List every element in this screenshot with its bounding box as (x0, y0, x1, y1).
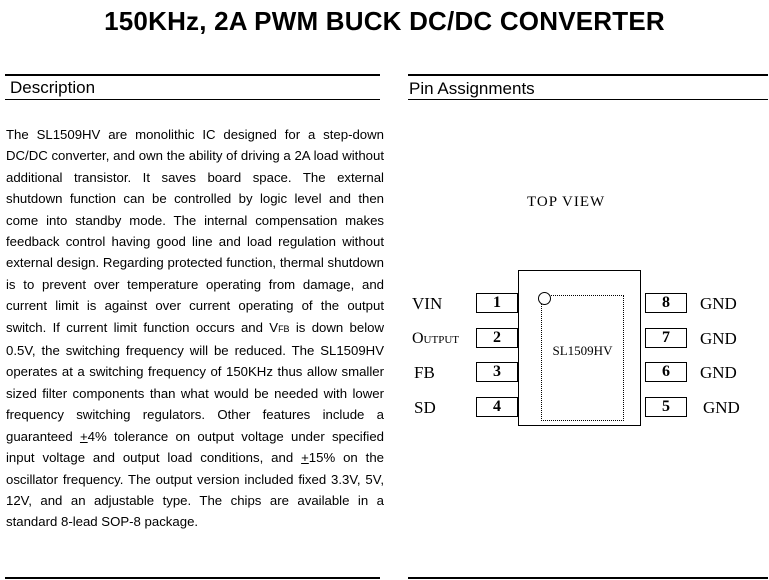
pins-bottom-rule (408, 99, 768, 100)
pin-box-5: 5 (645, 397, 687, 417)
pin-box-4: 4 (476, 397, 518, 417)
top-view-label: TOP VIEW (527, 194, 606, 210)
pin-name-right-7: GND (700, 329, 737, 348)
description-text-a: The SL1509HV are monolithic IC designed for a step-down DC/DC converter, and own the ability of driving a 2A load without additional transistor. It saves board space. The external shutdown function can be controlled by logic level and then come into standby mode. The internal compensation makes feedback control having good line and load regulation without external design. Regarding protected function, thermal shutdown is to prevent over temperature operating from damage, and current limit is against over current operating of the output switch. If current limit function occurs and V (6, 127, 384, 335)
document-title: 150KHz, 2A PWM BUCK DC/DC CONVERTER (104, 6, 665, 36)
plus-minus-sign-2: + (301, 450, 309, 466)
pin-name-left-1: VIN (412, 294, 443, 313)
pin-box-1: 1 (476, 293, 518, 313)
description-text-d: 15% on the oscillator frequency. The output version included fixed 3.3V, 5V, 12V, and an adjustable type. The chips are available in a standard 8-lead SOP-8 package. (6, 450, 384, 530)
description-footer-rule (5, 577, 380, 579)
pin-name-right-5: GND (703, 398, 740, 417)
vfb-subscript: FB (278, 323, 290, 334)
description-text-c: 4% tolerance on output voltage under specified input voltage and output load conditions, and (6, 428, 384, 466)
description-bottom-rule (5, 99, 380, 100)
pin-assignments-heading: Pin Assignments (409, 79, 535, 98)
description-text-b: is down below 0.5V, the switching frequency will be reduced. The SL1509HV operates at a switching frequency of 150KHz thus allow smaller sized filter components than what would be needed with lower frequency switching regulators. Other features include a guaranteed (6, 319, 384, 444)
pin-name-left-4: SD (414, 398, 436, 417)
pin-name-right-6: GND (700, 363, 737, 382)
pin-name-left-2: Output (412, 330, 459, 347)
pin-box-6: 6 (645, 362, 687, 382)
pin1-marker-icon (538, 292, 551, 305)
pins-top-rule (408, 74, 768, 76)
pin-box-3: 3 (476, 362, 518, 382)
chip-part-label: SL1509HV (552, 343, 613, 358)
description-heading: Description (10, 78, 96, 97)
pin-box-7: 7 (645, 328, 687, 348)
plus-minus-sign-1: + (79, 428, 88, 444)
description-paragraph (6, 124, 384, 533)
pin-name-right-8: GND (700, 294, 737, 313)
description-body (6, 124, 384, 533)
description-top-rule (5, 74, 380, 76)
pin-box-2: 2 (476, 328, 518, 348)
pin-name-left-3: FB (414, 363, 435, 382)
pin-box-8: 8 (645, 293, 687, 313)
pins-footer-rule (408, 577, 768, 579)
